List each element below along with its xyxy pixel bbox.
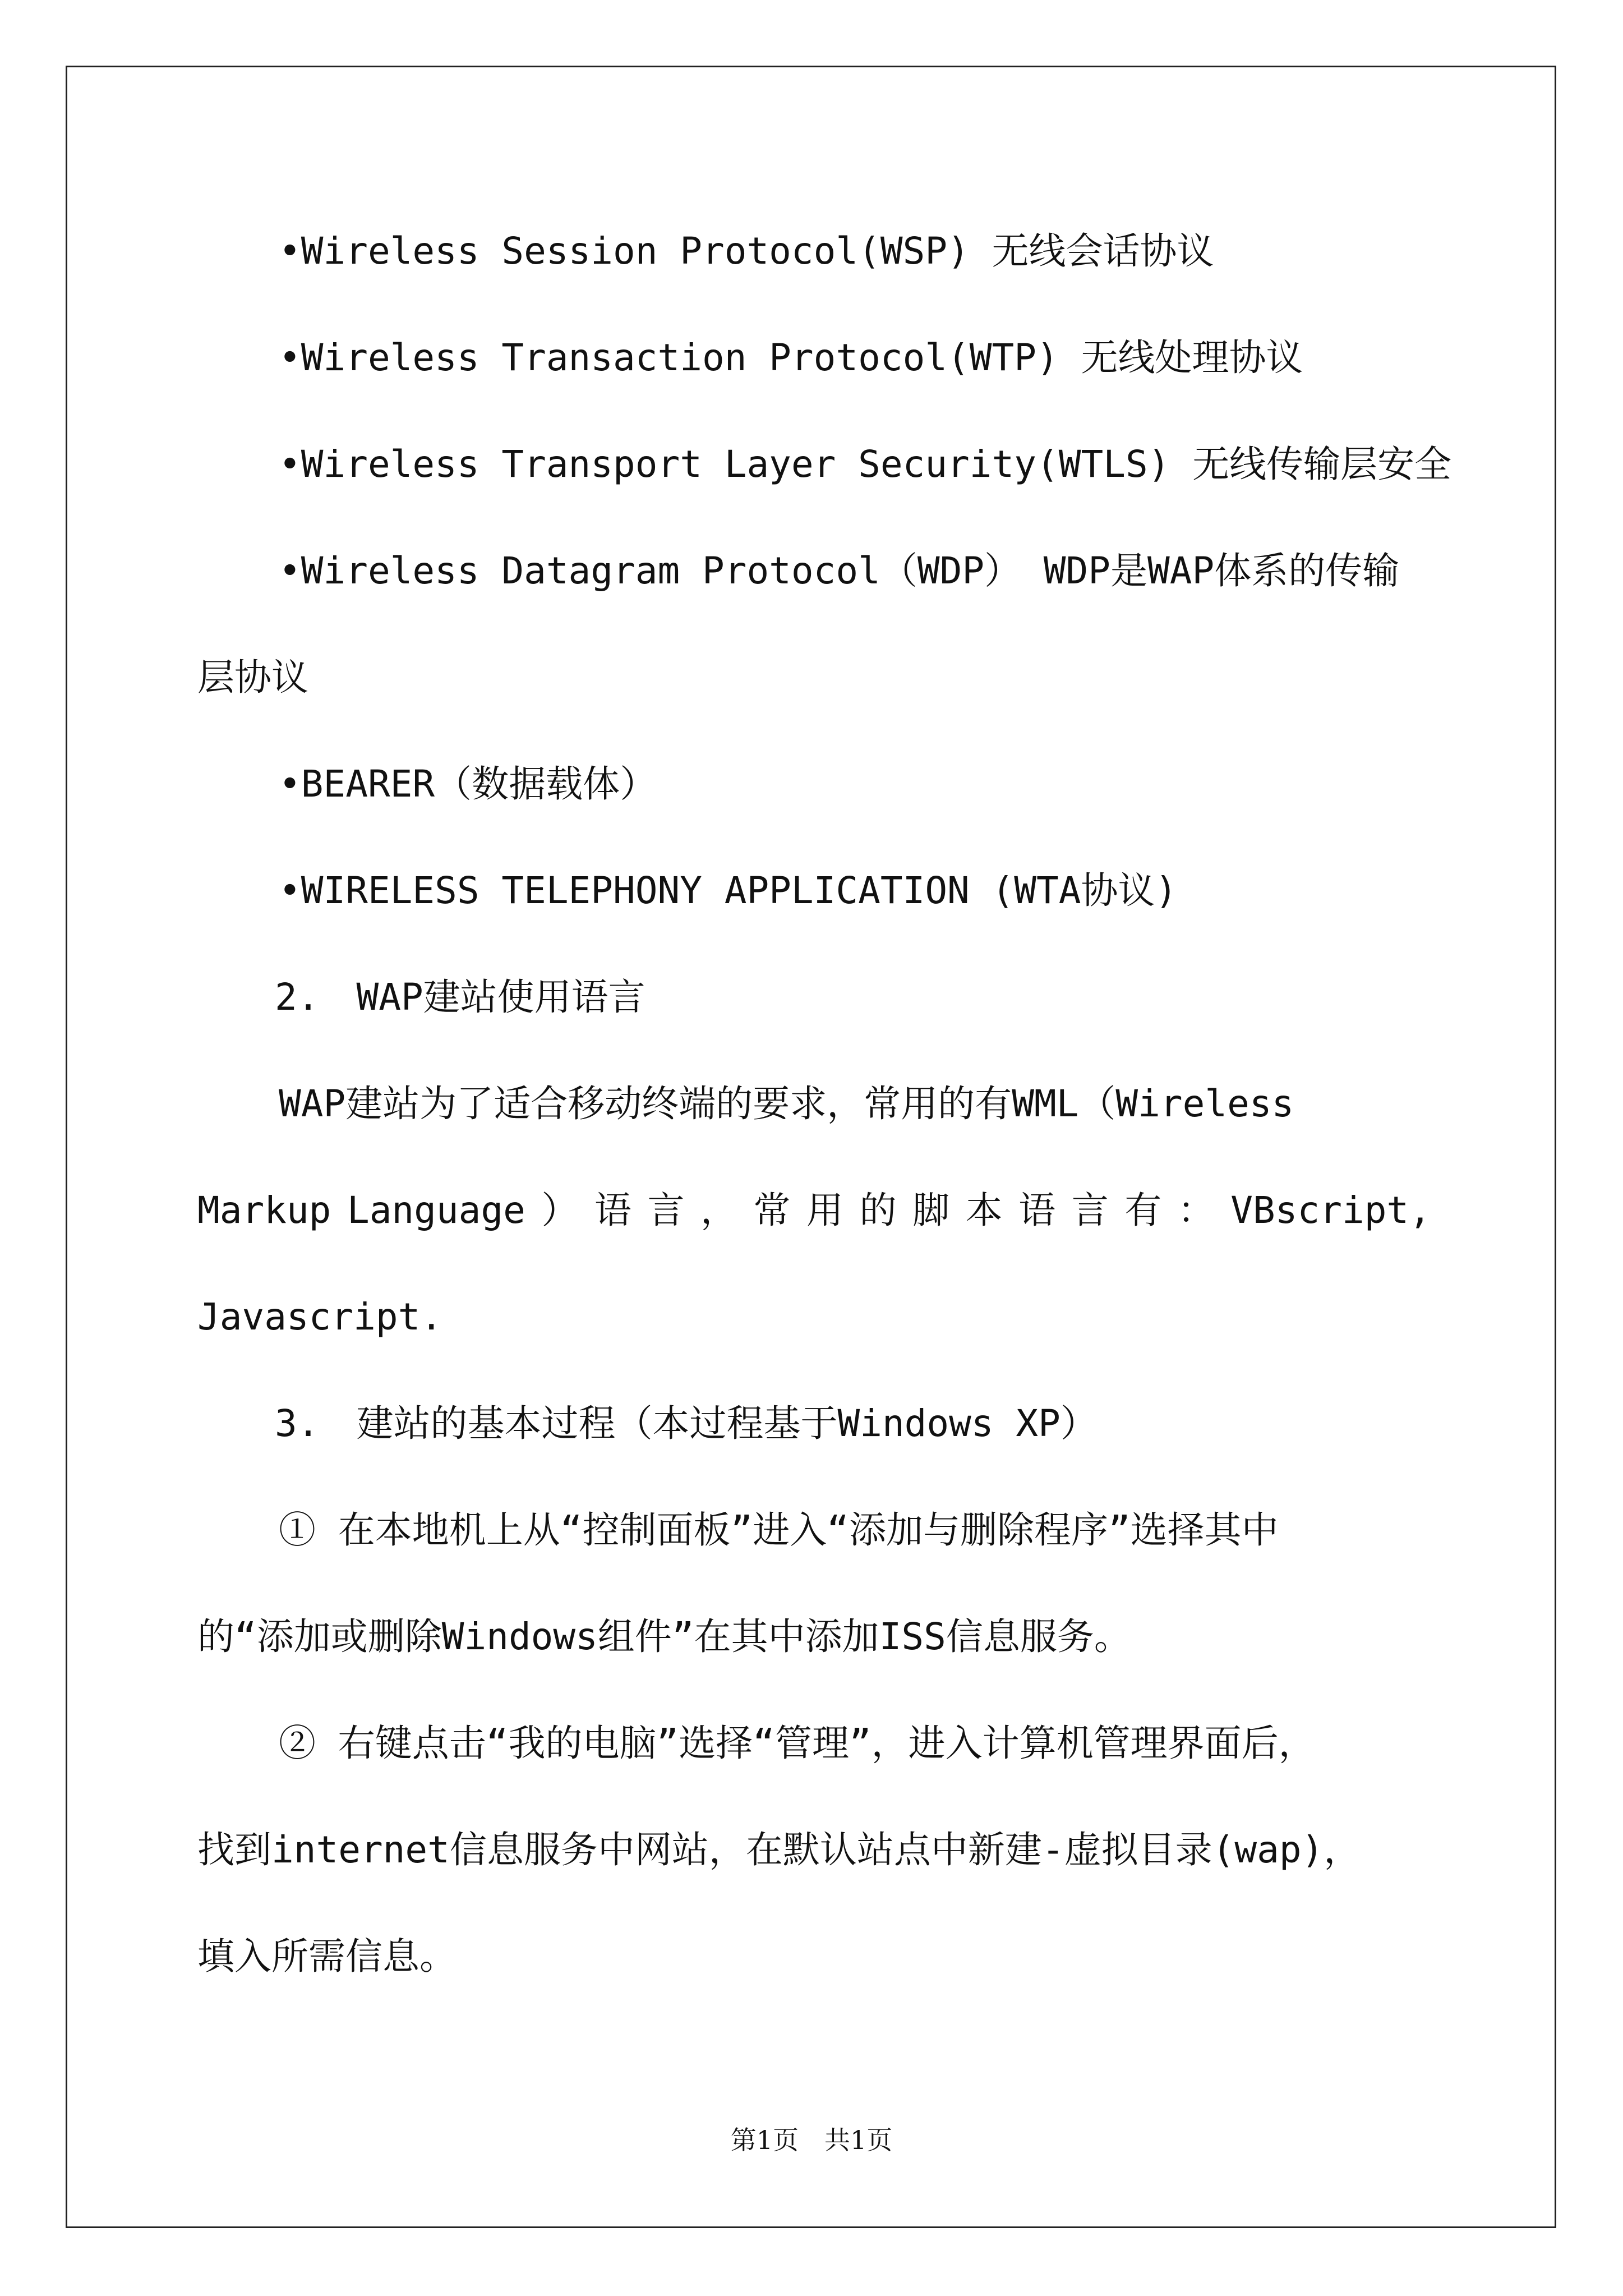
word: Language [347, 1189, 525, 1232]
word: Markup [197, 1189, 331, 1232]
word: ： [1177, 1189, 1215, 1232]
word: 有 [1124, 1189, 1162, 1232]
section-2-heading: 2. WAP建站使用语言 [275, 976, 645, 1019]
word: VBscript, [1230, 1189, 1431, 1232]
word: 言 [647, 1189, 685, 1232]
word: 言 [1071, 1189, 1109, 1232]
bullet-wtls: •Wireless Transport Layer Security(WTLS) 无线传输层安全 [279, 443, 1452, 486]
step-2-line-2: 找到internet信息服务中网站，在默认站点中新建-虚拟目录(wap)， [197, 1828, 1361, 1871]
section-2-paragraph-line-2 [197, 1182, 1431, 1239]
bullet-wdp: •Wireless Datagram Protocol（WDP） WDP是WAP体系的传输 [279, 549, 1400, 592]
bullet-bearer: •BEARER（数据载体） [279, 762, 657, 806]
step-1-line-2: 的“添加或删除Windows组件”在其中添加ISS信息服务。 [197, 1615, 1131, 1658]
page-border [66, 66, 1556, 2228]
step-2-line-1: ② 右键点击“我的电脑”选择“管理”，进入计算机管理界面后， [279, 1722, 1316, 1765]
word: 用 [806, 1189, 844, 1232]
step-1-line-1: ① 在本地机上从“控制面板”进入“添加与删除程序”选择其中 [279, 1508, 1279, 1552]
word: 本 [965, 1189, 1003, 1232]
word: ， [700, 1189, 737, 1232]
bullet-wta: •WIRELESS TELEPHONY APPLICATION (WTA协议) [279, 869, 1178, 912]
word: ） [541, 1189, 579, 1232]
bullet-wdp-continued: 层协议 [197, 656, 308, 699]
word: 语 [1018, 1189, 1056, 1232]
section-2-paragraph-line-3: Javascript. [197, 1295, 443, 1338]
section-2-paragraph-line-1: WAP建站为了适合移动终端的要求，常用的有WML（Wireless [279, 1082, 1294, 1125]
bullet-wtp: •Wireless Transaction Protocol(WTP) 无线处理协议 [279, 336, 1303, 379]
page-footer: 第1页 共1页 [730, 2125, 893, 2155]
word: 语 [594, 1189, 631, 1232]
section-3-heading: 3. 建站的基本过程（本过程基于Windows XP） [275, 1402, 1098, 1445]
word: 脚 [912, 1189, 950, 1232]
word: 常 [753, 1189, 791, 1232]
word: 的 [859, 1189, 897, 1232]
bullet-wsp: •Wireless Session Protocol(WSP) 无线会话协议 [279, 229, 1214, 273]
step-2-line-3: 填入所需信息。 [197, 1935, 457, 1978]
